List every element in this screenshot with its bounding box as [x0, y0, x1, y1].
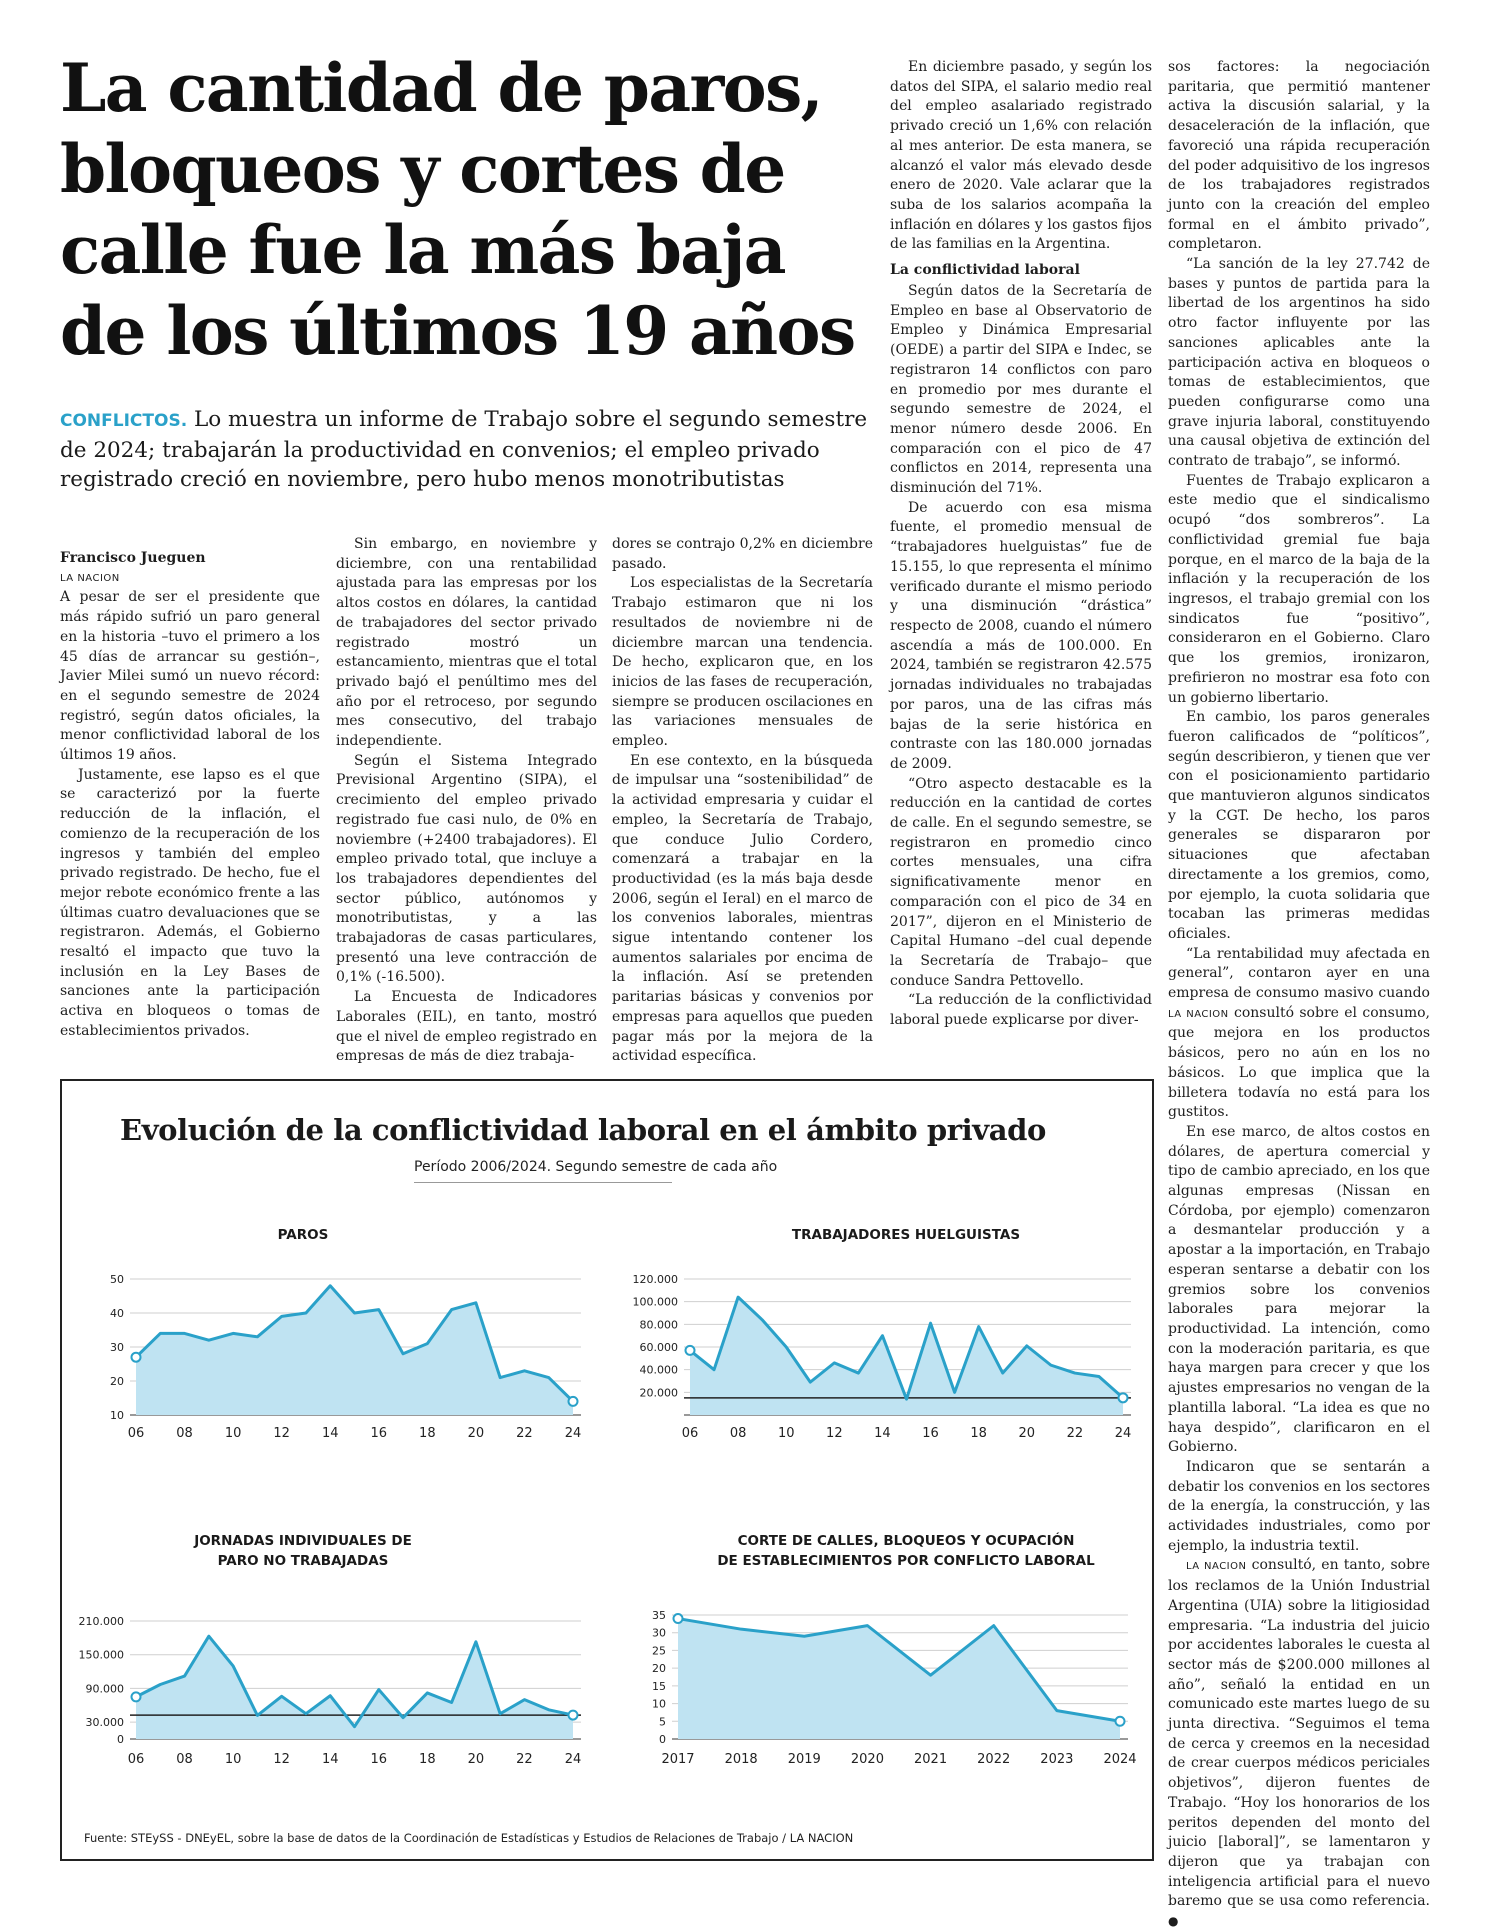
x-tick-label: 08 — [176, 1752, 193, 1767]
x-tick-label: 20 — [468, 1752, 485, 1767]
x-tick-label: 10 — [778, 1426, 795, 1441]
y-tick-label: 30 — [652, 1627, 666, 1640]
paragraph: De acuerdo con esa misma fuente, el promedio mensual de “trabajadores huelguistas” fue de 15.155, lo que representa el mínimo verificado durante el mismo periodo y una disminución “drástica” respecto de 2008, cuando el número ascendía a más de 100.000. En 2024, también se registraron 42.575 jornadas individuales no trabajadas por paros, una de las cifras más bajas de la serie histórica en contraste con las 180.000 jornadas de 2009. — [890, 499, 1152, 775]
x-tick-label: 24 — [565, 1752, 582, 1767]
y-tick-label: 20 — [110, 1375, 124, 1388]
x-tick-label: 2019 — [788, 1752, 821, 1767]
x-tick-label: 06 — [128, 1426, 145, 1441]
y-tick-label: 5 — [659, 1715, 666, 1728]
y-tick-label: 60.000 — [640, 1341, 679, 1354]
paragraph-text: consultó, en tanto, sobre los reclamos de la Unión Industrial Argentina (UIA) sobre la litigiosidad empresaria. “La industria del juicio por accidentes laborales le cuesta al sector más de $200.000 millones al año”, señaló la entidad en un comunicado este martes luego de su junta directiva. “Seguimos el tema de cerca y creemos en la necesidad de crear cuerpos médicos periciales objetivos”, dijeron fuentes de Trabajo. “Hoy los honorarios de los peritos dependen del monto del juicio [laboral]”, se lamentaron y dijeron que ya trabajan con inteligencia artificial para el nuevo baremo que se usa como referencia. — [1168, 1557, 1430, 1909]
dek-text: Lo muestra un informe de Trabajo sobre el segundo semestre de 2024; trabajarán la productividad en convenios; el empleo privado registrado creció en noviembre, pero hubo menos monotributistas — [60, 407, 867, 492]
paragraph: Sin embargo, en noviembre y diciembre, con una rentabilidad ajustada para las empresas por los altos costos en dólares, la cantidad de trabajadores del sector privado registrado mostró un estancamiento, mientras que el total privado bajó el penúltimo mes del año por el retroceso, por segundo mes consecutivo, del trabajo independiente. — [336, 535, 597, 752]
x-tick-label: 20 — [1019, 1426, 1036, 1441]
panel-cortes — [608, 1513, 1148, 1778]
paragraph: En diciembre pasado, y según los datos del SIPA, el salario medio real del empleo asalariado registrado privado creció un 1,6% con relación al mes anterior. De esta manera, se alcanzó el valor más elevado desde enero de 2020. Vale aclarar que la suba de los salarios acompaña la inflación en dólares y los gastos fijos de las familias en la Argentina. — [890, 58, 1152, 255]
data-point — [569, 1397, 578, 1406]
chart-paros — [68, 1193, 588, 1443]
paragraph: “Otro aspecto destacable es la reducción en la cantidad de cortes de calle. En el segundo semestre, se registraron en promedio cinco cortes mensuales, una cifra significativamente menor en comparación con el pico de 34 en 2017”, dijeron en el Ministerio de Capital Humano –del cual depende la Secretaría de Trabajo– que conduce Sandra Pettovello. — [890, 775, 1152, 992]
paragraph: En ese contexto, en la búsqueda de impulsar una “sostenibilidad” de la actividad empresaria y cuidar el empleo, la Secretaría de Trabajo, que conduce Julio Cordero, comenzará a trabajar en la productividad (es la más baja desde 2006, según el Ieral) en el marco de los convenios laborales, mientras sigue intentando contener los aumentos salariales por encima de la inflación. Así se pretenden paritarias básicas y convenios por empresas para aquellos que pueden pagar más por la mejora de la actividad específica. — [612, 752, 873, 1067]
series-area — [136, 1636, 573, 1739]
y-tick-label: 150.000 — [79, 1649, 125, 1662]
x-tick-label: 10 — [225, 1426, 242, 1441]
y-tick-label: 0 — [659, 1733, 666, 1746]
panel-jornadas — [68, 1513, 588, 1778]
x-tick-label: 12 — [273, 1426, 290, 1441]
x-tick-label: 22 — [1067, 1426, 1084, 1441]
x-tick-label: 22 — [516, 1426, 533, 1441]
x-tick-label: 12 — [273, 1752, 290, 1767]
x-tick-label: 2024 — [1103, 1752, 1136, 1767]
byline-author: Francisco Jueguen — [60, 549, 320, 569]
paragraph: Los especialistas de la Secretaría Trabajo estimaron que ni los resultados de noviembre ni de diciembre marcan una tendencia. De hecho, explicaron que, en los inicios de las fases de recuperación, siempre se producen oscilaciones en las variaciones mensuales de empleo. — [612, 574, 873, 751]
y-tick-label: 10 — [110, 1409, 124, 1422]
panel-title: JORNADAS INDIVIDUALES DE — [193, 1533, 412, 1549]
chart-trabajadores-huelguistas — [608, 1193, 1148, 1443]
paragraph: En ese marco, de altos costos en dólares, de apertura comercial y tipo de cambio apreciado, en los que algunas empresas (Nissan en Córdoba, por ejemplo) comenzaron a desmantelar producción y a apostar a la importación, en Trabajo esperan sentarse a debatir con los gremios sobre los convenios laborales para mejorar la productividad. La intención, como con la moderación paritaria, es que haya margen para crecer y que los ajustes empresarios no vengan de la plantilla laboral. “La idea es que no haya despido”, clarificaron en el Gobierno. — [1168, 1123, 1430, 1458]
y-tick-label: 40.000 — [640, 1364, 679, 1377]
paragraph-text: “La rentabilidad muy afectada en general”, contaron ayer en una empresa de consumo masivo cuando — [1168, 946, 1430, 1001]
paragraph: La Encuesta de Indicadores Laborales (EIL), en tanto, mostró que el nivel de empleo registrado en empresas de más de diez trabaja- — [336, 988, 597, 1067]
chart-subtitle-rule — [414, 1182, 672, 1183]
paragraph — [1168, 1556, 1430, 1931]
x-tick-label: 2023 — [1040, 1752, 1073, 1767]
end-mark: ● — [1168, 1914, 1178, 1928]
panel-title: PARO NO TRABAJADAS — [218, 1553, 389, 1569]
paragraph: En cambio, los paros generales fueron calificados de “políticos”, según describieron, y tienen que ver con el posicionamiento partidario que mantuvieron algunos sindicatos y la CGT. De hecho, los paros generales se dispararon por situaciones que afectaban directamente a los gremios, como, por ejemplo, la cuota solidaria que tocaban las primeras medidas oficiales. — [1168, 708, 1430, 944]
paragraph: “La sanción de la ley 27.742 de bases y puntos de partida para la libertad de los argentinos ha sido otro factor influyente por las sanciones aplicables ante la participación activa en bloqueos o tomas de establecimientos, que pueden configurarse como una grave injuria laboral, constituyendo una causal objetiva de extinción del contrato de trabajo”, se informó. — [1168, 255, 1430, 472]
x-tick-label: 06 — [682, 1426, 699, 1441]
article-column-2 — [336, 535, 597, 1067]
y-tick-label: 15 — [652, 1680, 666, 1693]
y-tick-label: 40 — [110, 1307, 124, 1320]
chart-subtitle: Período 2006/2024. Segundo semestre de cada año — [414, 1159, 777, 1175]
panel-title: TRABAJADORES HUELGUISTAS — [792, 1227, 1020, 1243]
x-tick-label: 16 — [371, 1426, 388, 1441]
data-point — [686, 1346, 695, 1355]
y-tick-label: 30.000 — [86, 1716, 125, 1729]
x-tick-label: 14 — [874, 1426, 891, 1441]
y-tick-label: 80.000 — [640, 1318, 679, 1331]
series-area — [678, 1619, 1120, 1739]
article-column-1 — [60, 549, 320, 1042]
org-name: LA NACION — [1168, 1009, 1229, 1020]
panel-title: CORTE DE CALLES, BLOQUEOS Y OCUPACIÓN — [738, 1531, 1075, 1549]
y-tick-label: 20.000 — [640, 1386, 679, 1399]
y-tick-label: 210.000 — [79, 1615, 125, 1628]
paragraph — [1168, 945, 1430, 1123]
paragraph: A pesar de ser el presidente que más rápido sufrió un paro general en la historia –tuvo el primero a los 45 días de arrancar su gestión–, Javier Milei sumó un nuevo récord: en el segundo semestre de 2024 registró, según datos oficiales, la menor conflictividad laboral de los últimos 19 años. — [60, 588, 320, 765]
data-point — [1116, 1717, 1125, 1726]
data-point — [674, 1614, 683, 1623]
y-tick-label: 90.000 — [86, 1682, 125, 1695]
article-column-3 — [612, 535, 873, 1067]
chart-title: Evolución de la conflictividad laboral en el ámbito privado — [120, 1113, 1046, 1147]
y-tick-label: 50 — [110, 1273, 124, 1286]
x-tick-label: 2022 — [977, 1752, 1010, 1767]
paragraph-text: consultó sobre el consumo, que mejora en los productos básicos, pero no aún en los no básicos. Lo que implica que la billetera todavía no está para los gustitos. — [1168, 1005, 1430, 1121]
x-tick-label: 24 — [565, 1426, 582, 1441]
paragraph: Justamente, ese lapso es el que se caracterizó por la fuerte reducción de la inflación, el comienzo de la recuperación de los ingresos y también del empleo privado registrado. De hecho, fue el mejor rebote económico frente a las últimas cuatro devaluaciones que se registraron. Además, el Gobierno resaltó el impacto que tuvo la inclusión en la Ley Bases de sanciones ante la participación activa en bloqueos o tomas de establecimientos privados. — [60, 766, 320, 1042]
y-tick-label: 0 — [117, 1733, 124, 1746]
x-tick-label: 16 — [371, 1752, 388, 1767]
x-tick-label: 20 — [468, 1426, 485, 1441]
subhead: La conflictividad laboral — [890, 261, 1152, 280]
x-tick-label: 10 — [225, 1752, 242, 1767]
byline-org: LA NACION — [60, 569, 320, 589]
org-name: LA NACION — [1186, 1561, 1246, 1572]
dek — [60, 405, 890, 494]
paragraph: sos factores: la negociación paritaria, que permitió mantener activa la discusión salarial, y la desaceleración de la inflación, que favoreció una rápida recuperación del poder adquisitivo de los ingresos de los trabajadores registrados junto con la creación del empleo formal en el ámbito privado”, completaron. — [1168, 58, 1430, 255]
headline: La cantidad de paros, bloqueos y cortes de calle fue la más baja de los últimos 19 años — [60, 48, 860, 372]
y-tick-label: 25 — [652, 1644, 666, 1657]
panel-title: DE ESTABLECIMIENTOS POR CONFLICTO LABORAL — [717, 1553, 1095, 1569]
data-point — [132, 1692, 141, 1701]
y-tick-label: 100.000 — [633, 1296, 679, 1309]
paragraph: Fuentes de Trabajo explicaron a este medio que el sindicalismo ocupó “dos sombreros”. La conflictividad gremial fue baja porque, en el marco de la baja de la inflación y la recuperación de los ingresos, el trabajo gremial con los sindicatos fue “positivo”, consideraron en el Gobierno. Claro que los gremios, ironizaron, prefirieron no mostrar esa foto con un gobierno libertario. — [1168, 472, 1430, 708]
chart-jornadas — [68, 1513, 588, 1778]
x-tick-label: 2018 — [725, 1752, 758, 1767]
infographic — [60, 1079, 1154, 1861]
y-tick-label: 30 — [110, 1341, 124, 1354]
y-tick-label: 20 — [652, 1662, 666, 1675]
paragraph: Según datos de la Secretaría de Empleo en base al Observatorio de Empleo y Dinámica Empresarial (OEDE) a partir del SIPA e Indec, se registraron 14 conflictos con paro en promedio por mes durante el segundo semestre de 2024, el menor número desde 2006. En comparación con el pico de 47 conflictos en 2014, representa una disminución del 71%. — [890, 282, 1152, 499]
data-point — [1119, 1393, 1128, 1402]
x-tick-label: 2021 — [914, 1752, 947, 1767]
x-tick-label: 2017 — [661, 1752, 694, 1767]
x-tick-label: 24 — [1115, 1426, 1132, 1441]
article-column-5 — [1168, 58, 1430, 1932]
x-tick-label: 18 — [419, 1752, 436, 1767]
x-tick-label: 16 — [922, 1426, 939, 1441]
x-tick-label: 08 — [176, 1426, 193, 1441]
dek-kicker: CONFLICTOS. — [60, 411, 187, 431]
x-tick-label: 2020 — [851, 1752, 884, 1767]
paragraph: dores se contrajo 0,2% en diciembre pasado. — [612, 535, 873, 574]
chart-cortes — [608, 1513, 1148, 1778]
x-tick-label: 14 — [322, 1426, 339, 1441]
paragraph: Indicaron que se sentarán a debatir los convenios en los sectores de la energía, la construcción, y las actividades industriales, como por ejemplo, la industria textil. — [1168, 1458, 1430, 1557]
x-tick-label: 12 — [826, 1426, 843, 1441]
panel-paros — [68, 1193, 588, 1443]
panel-title: PAROS — [278, 1227, 329, 1243]
x-tick-label: 18 — [419, 1426, 436, 1441]
y-tick-label: 35 — [652, 1609, 666, 1622]
x-tick-label: 22 — [516, 1752, 533, 1767]
data-point — [132, 1353, 141, 1362]
article-column-4 — [890, 58, 1152, 1031]
paragraph: “La reducción de la conflictividad laboral puede explicarse por diver- — [890, 991, 1152, 1030]
x-tick-label: 06 — [128, 1752, 145, 1767]
y-tick-label: 120.000 — [633, 1273, 679, 1286]
x-tick-label: 14 — [322, 1752, 339, 1767]
y-tick-label: 10 — [652, 1698, 666, 1711]
chart-source: Fuente: STEySS - DNEyEL, sobre la base de datos de la Coordinación de Estadísticas y Estudios de Relaciones de Trabajo / LA NACION — [84, 1831, 853, 1845]
x-tick-label: 08 — [730, 1426, 747, 1441]
paragraph: Según el Sistema Integrado Previsional Argentino (SIPA), el crecimiento del empleo privado registrado fue casi nulo, de 0% en noviembre (+2400 trabajadores). El empleo privado total, que incluye a los trabajadores dependientes del sector público, autónomos y monotributistas, y a las trabajadoras de casas particulares, presentó una leve contracción de 0,1% (-16.500). — [336, 752, 597, 988]
series-area — [136, 1286, 573, 1415]
data-point — [569, 1711, 578, 1720]
x-tick-label: 18 — [970, 1426, 987, 1441]
panel-huelguistas — [608, 1193, 1148, 1443]
